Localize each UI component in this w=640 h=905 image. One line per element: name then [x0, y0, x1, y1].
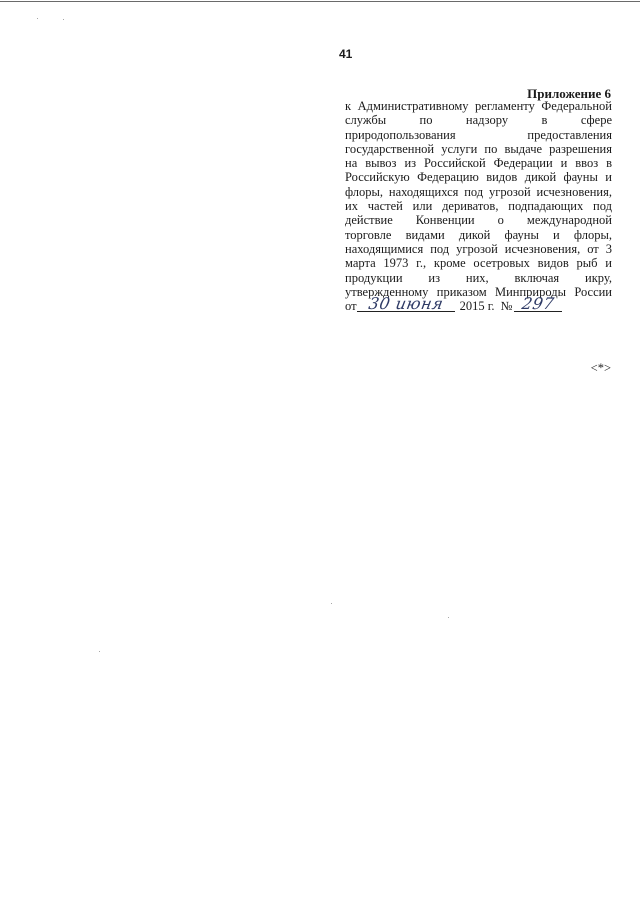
appendix-text-line: их частей или дериватов, подпадающих под — [345, 199, 612, 214]
appendix-text-line: флоры, находящихся под угрозой исчезновения, — [345, 184, 612, 199]
appendix-text-line: действие Конвенции о международной — [345, 213, 612, 228]
appendix-text-line: государственной услуги по выдаче разрешения — [345, 141, 612, 156]
number-blank — [514, 294, 562, 314]
appendix-text-line: природопользования предоставления — [345, 127, 612, 142]
footnote-mark: <*> — [590, 361, 611, 375]
appendix-text-line: продукции из них, включая икру, — [345, 270, 612, 285]
scan-top-edge — [0, 1, 640, 2]
handwritten-number: 297 — [520, 294, 557, 314]
scan-speckle — [331, 603, 332, 604]
page-number: 41 — [339, 47, 353, 61]
scan-speckle — [63, 19, 64, 20]
approval-year: 2015 г. — [459, 299, 495, 314]
date-blank — [357, 294, 455, 314]
scan-speckle — [37, 18, 38, 19]
appendix-text-line: утвержденному приказом Минприроды России — [345, 284, 612, 299]
appendix-text-line: к Административному регламенту Федеральной — [345, 99, 612, 113]
number-sign: № — [500, 299, 513, 314]
appendix-text-block — [345, 99, 612, 315]
appendix-text-line: службы по надзору в сфере — [345, 113, 612, 128]
scan-speckle — [448, 617, 449, 618]
approval-line — [345, 294, 612, 315]
appendix-text-line: на вывоз из Российской Федерации и ввоз в — [345, 156, 612, 171]
appendix-text-line: находящимися под угрозой исчезновения, от 3 — [345, 241, 612, 256]
appendix-text-line: марта 1973 г., кроме осетровых видов рыб и — [345, 256, 612, 271]
approval-prefix: от — [345, 299, 357, 314]
handwritten-date: 30 июня — [366, 294, 445, 314]
appendix-text-line: Российскую Федерацию видов дикой фауны и — [345, 170, 612, 185]
appendix-title: Приложение 6 — [527, 86, 611, 101]
appendix-text-line: торговле видами дикой фауны и флоры, — [345, 227, 612, 242]
scan-speckle — [99, 651, 100, 652]
